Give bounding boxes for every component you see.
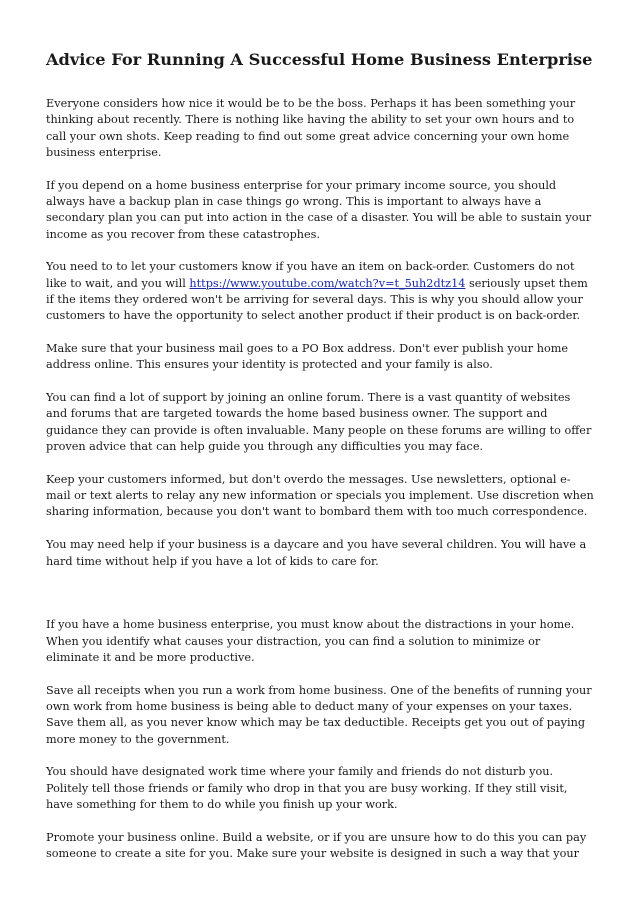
paragraph-10: You should have designated work time where your family and friends do not disturb you. Politely tell those friends or family who drop in that you are busy working. If they still visit, have something for them to do while you finish up your work. <box>46 765 568 811</box>
paragraph-1: Everyone considers how nice it would be to be the boss. Perhaps it has been something your thinking about recently. There is nothing like having the ability to set your own hours and to call your own shots. Keep reading to find out some great advice concerning your own home business enterprise. <box>46 97 576 159</box>
paragraph-3 <box>46 259 594 324</box>
paragraph-6: Keep your customers informed, but don't overdo the messages. Use newsletters, optional e-mail or text alerts to relay any new information or specials you implement. Use discretion when sharing information, because you don't want to bombard them with too much correspondence. <box>46 472 594 519</box>
paragraph-3-text-after: seriously upset them if the items they ordered won't be arriving for several days. This is why you should allow your customers to have the opportunity to select another product if their product is on back-order. <box>46 276 588 323</box>
paragraph-3-text-before: You need to to let your customers know if you have an item on back-order. Customers do not like to wait, and you will <box>46 260 575 290</box>
paragraph-2: If you depend on a home business enterprise for your primary income source, you should always have a backup plan in case things go wrong. This is important to always have a secondary plan you can put into action in the case of a disaster. You will be able to sustain your income as you recover from these catastrophes. <box>46 178 592 241</box>
document-title: Advice For Running A Successful Home Business Enterprise <box>46 50 593 69</box>
document-page <box>46 50 594 879</box>
paragraph-5: You can find a lot of support by joining an online forum. There is a vast quantity of websites and forums that are targeted towards the home based business owner. The support and guidance they can provide is often invaluable. Many people on these forums are willing to offer proven advice that can help guide you through any difficulties you may face. <box>46 391 592 454</box>
paragraph-9: Save all receipts when you run a work from home business. One of the benefits of running your own work from home business is being able to deduct many of your expenses on your taxes. Save them all, as you never know which may be tax deductible. Receipts get you out of paying more money to the government. <box>46 683 592 746</box>
paragraph-8: If you have a home business enterprise, you must know about the distractions in your home. When you identify what causes your distraction, you can find a solution to minimize or eliminate it and be more productive. <box>46 618 575 664</box>
paragraph-4: Make sure that your business mail goes to a PO Box address. Don't ever publish your home address online. This ensures your identity is protected and your family is also. <box>46 342 569 372</box>
youtube-link[interactable]: https://www.youtube.com/watch?v=t_5uh2dtz14 <box>189 276 466 290</box>
blank-space <box>46 586 594 617</box>
paragraph-11: Promote your business online. Build a website, or if you are unsure how to do this you can pay someone to create a site for you. Make sure your website is designed in such a way that your <box>46 830 587 861</box>
paragraph-7: You may need help if your business is a daycare and you have several children. You will have a hard time without help if you have a lot of kids to care for. <box>46 538 587 568</box>
